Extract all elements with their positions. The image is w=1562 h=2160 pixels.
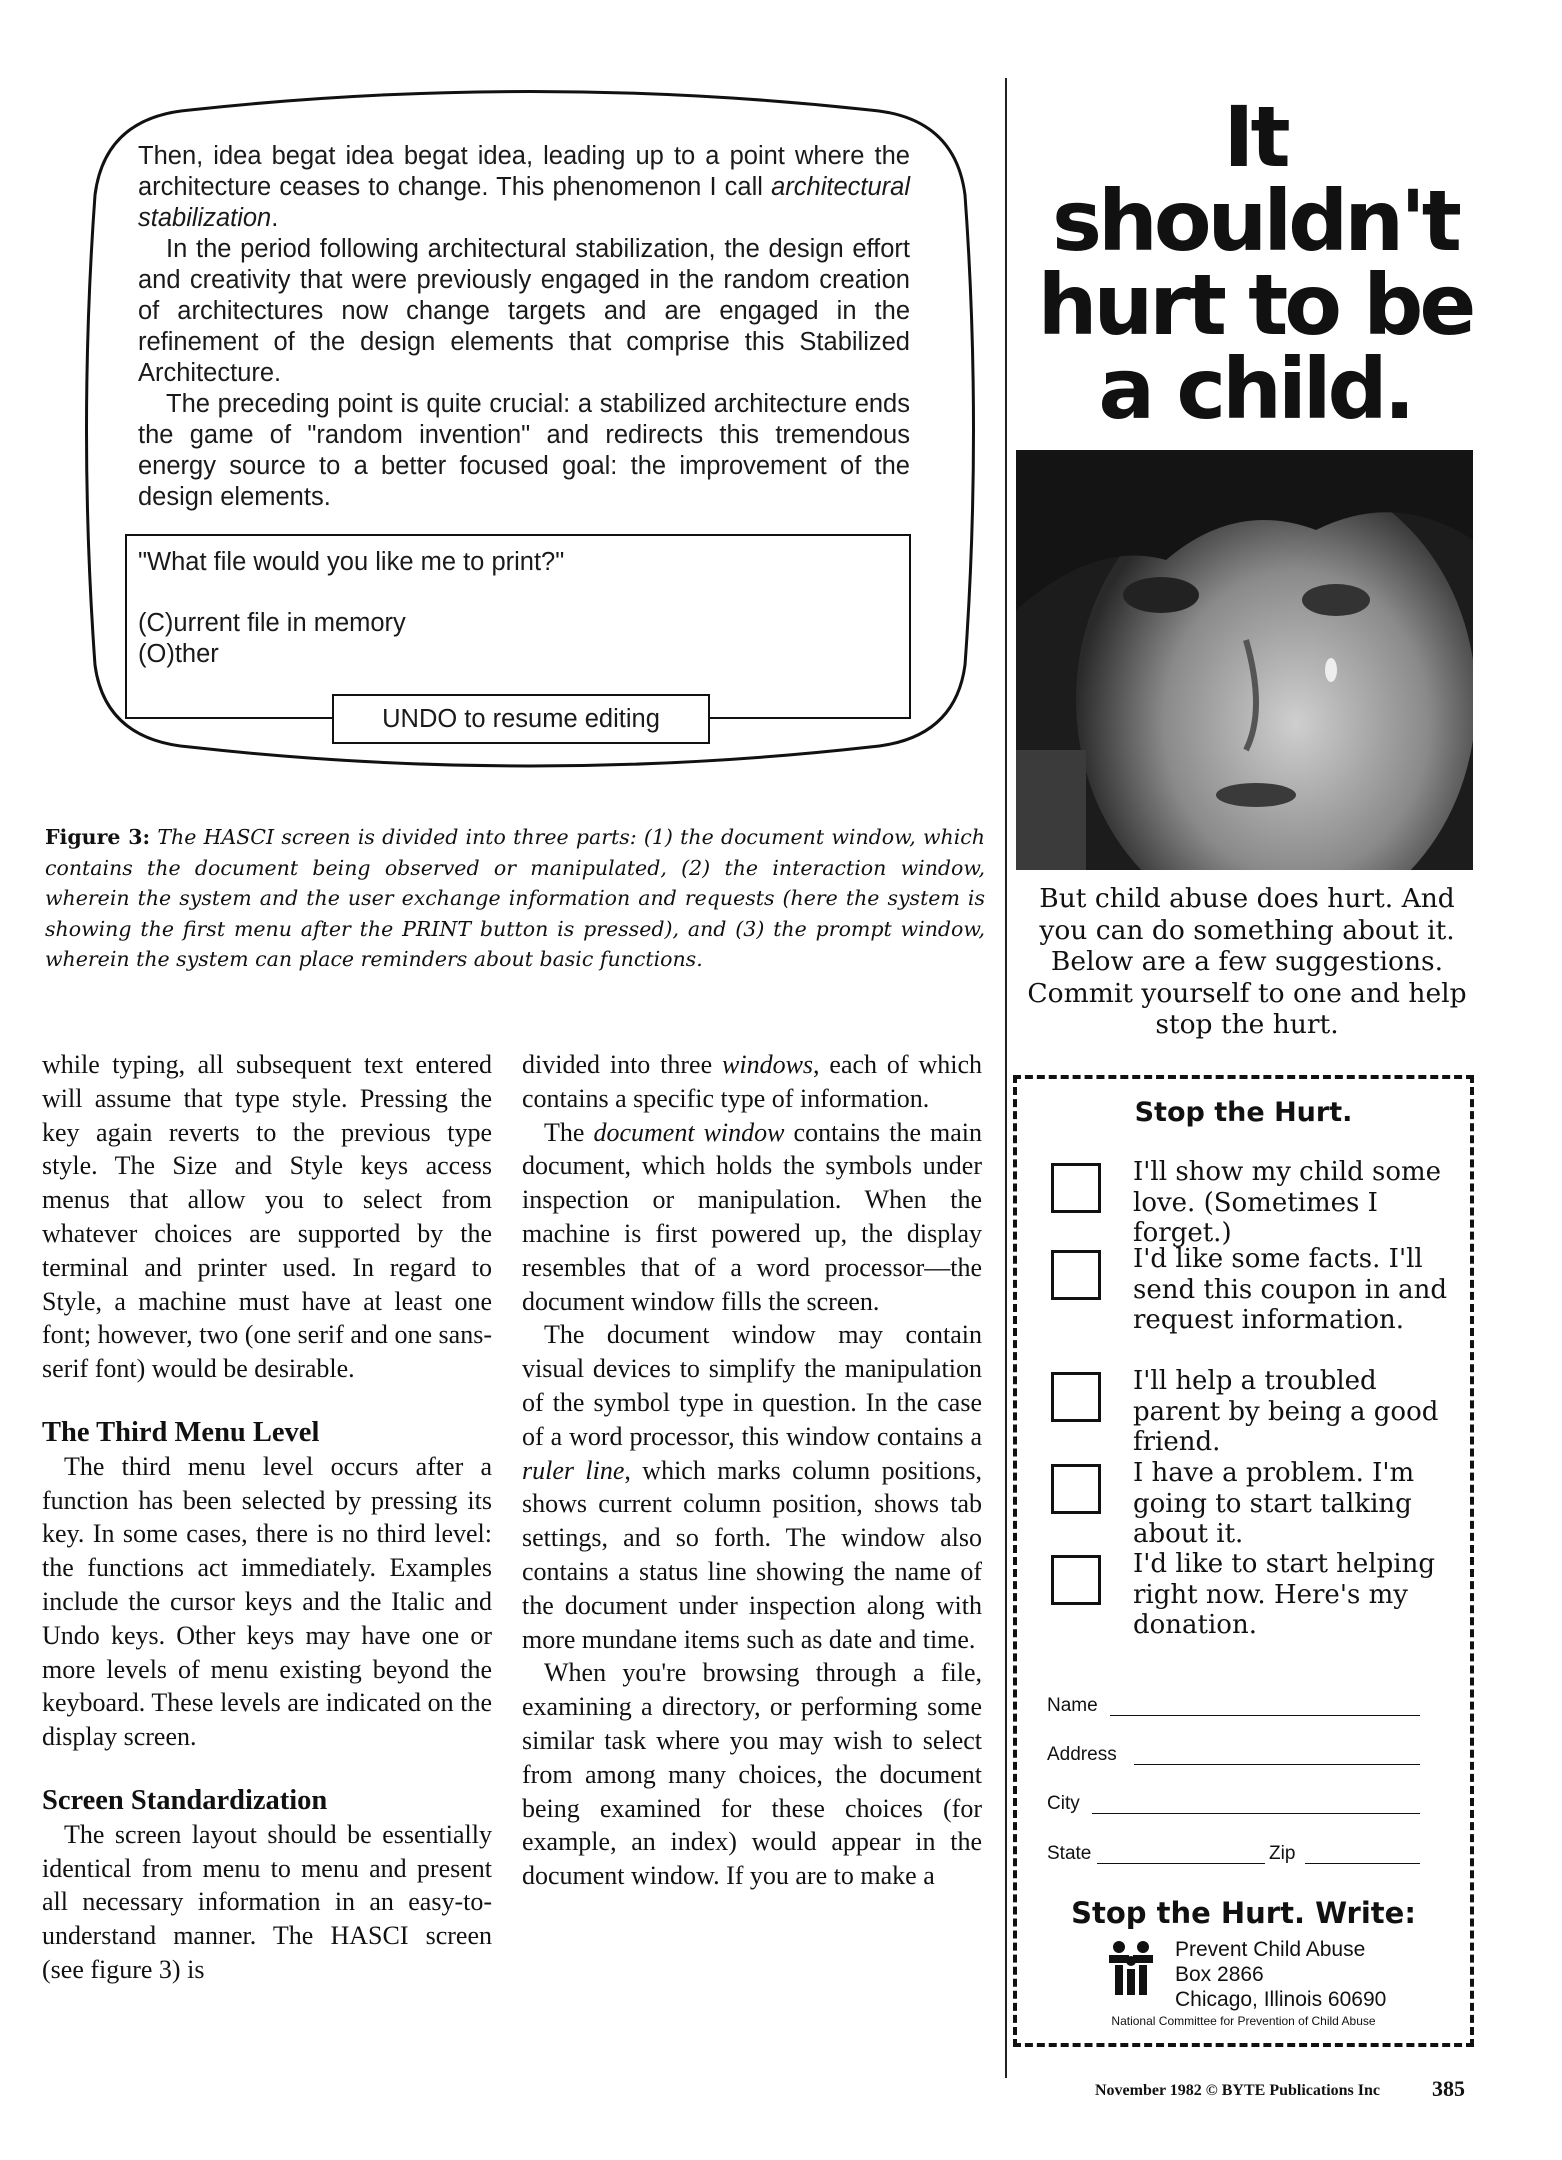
article-paragraph: The document window contains the main document, which holds the symbols under inspection or manipulation. When the machine is first powered up, the display resembles that of a word processor—the document window fills the screen. [522, 1117, 982, 1316]
checkbox[interactable] [1051, 1464, 1101, 1514]
caption-text: The HASCI screen is divided into three parts: (1) the document window, which contains the document being observed or manipulated, (2) the interaction window, wherein the system and the user exchange information and requests (here the system is showing the first menu after the PRINT button is pressed), and (3) the prompt window, wherein the system can place reminders about basic functions. [45, 825, 985, 971]
document-window-paragraph: In the period following architectural stabilization, the design effort and creativity that were previously engaged in the random creation of architectures now change targets and are engaged in the refinement of the design elements that comprise this Stabilized Architecture. [138, 235, 910, 387]
section-heading: Screen Standardization [42, 1784, 328, 1816]
ad-headline: It shouldn't hurt to be a child. [1037, 88, 1473, 438]
mailing-address: Prevent Child Abuse Box 2866 Chicago, Illinois 60690 [1175, 1938, 1387, 2011]
write-title: Stop the Hurt. Write: [1071, 1896, 1416, 1930]
prevent-child-abuse-logo [1105, 1939, 1157, 1999]
document-window [138, 141, 910, 513]
article-column-middle [522, 1048, 982, 1893]
article-paragraph: divided into three windows, each of which contains a specific type of information. [522, 1050, 982, 1113]
document-window-paragraph: The preceding point is quite crucial: a stabilized architecture ends the game of "random invention" and redirects this tremendous energy source to a better focused goal: the improvement of the design elements. [138, 390, 910, 511]
name-field[interactable] [1110, 1715, 1420, 1716]
child-photo [1016, 450, 1473, 870]
checkbox[interactable] [1051, 1163, 1101, 1213]
committee-name: National Committee for Prevention of Child Abuse [1111, 2014, 1376, 2028]
document-window-paragraph: Then, idea begat idea begat idea, leading up to a point where the architecture ceases to change. This phenomenon I call architectural stabilization. [138, 142, 910, 232]
article-column-left [42, 1048, 492, 1987]
page-footer-credit: November 1982 © BYTE Publications Inc [1095, 2082, 1381, 2099]
city-field[interactable] [1092, 1813, 1420, 1814]
ad-body-text: But child abuse does hurt. And you can do something about it. Below are a few suggestions. Commit yourself to one and help stop the hurt. [1027, 883, 1467, 1040]
coupon-title: Stop the Hurt. [1134, 1097, 1353, 1128]
article-paragraph: When you're browsing through a file, examining a directory, or performing some similar task where you may wish to select from among many choices, the document being examined for these choices (for example, an index) would appear in the document window. If you are to make a [522, 1658, 982, 1891]
prompt-window: UNDO to resume editing [382, 704, 660, 733]
article-paragraph: The screen layout should be essentially identical from menu to menu and present all necessary information in an easy-to-understand manner. The HASCI screen (see figure 3) is [42, 1819, 492, 1984]
article-paragraph: The third menu level occurs after a function has been selected by pressing its key. In some cases, there is no third level: the functions act immediately. Examples include the cursor keys and the Italic and Undo keys. Other keys may have one or more levels of menu existing beyond the keyboard. These levels are indicated on the display screen. [42, 1451, 492, 1752]
checkbox[interactable] [1051, 1250, 1101, 1300]
state-label: State [1047, 1843, 1092, 1864]
interaction-question: "What file would you like me to print?" [138, 548, 565, 576]
section-heading: The Third Menu Level [42, 1416, 320, 1448]
article-paragraph: The document window may contain visual devices to simplify the manipulation of the symbol type in question. In the case of a word processor, this window contains a ruler line, which marks column positions, shows current column position, shows tab settings, and so forth. The window also contains a status line showing the name of the document under inspection along with more mundane items such as date and time. [522, 1320, 982, 1654]
checkbox[interactable] [1051, 1372, 1101, 1422]
figure-caption [45, 822, 985, 975]
address-label: Address [1047, 1744, 1117, 1765]
page-number: 385 [1432, 2076, 1465, 2101]
zip-label: Zip [1269, 1843, 1296, 1864]
interaction-option-other[interactable]: (O)ther [138, 640, 219, 668]
zip-field[interactable] [1305, 1863, 1420, 1864]
city-label: City [1047, 1793, 1080, 1814]
coupon: Stop the Hurt. I'll show my child some love. (Sometimes I forget.) I'd like some facts. I'll send this coupon in and request information. I'll help a troubled parent by being a good friend. I have a problem. I'm going to start talking about it. I'd like to start helping right now. Here's my donation. Name Address City State Zip Stop the Hurt. Write: Prevent Child Abuse Box 2866 Chicago, Illinois 60690 National Committee for Prevention of Child Abuse [1013, 1075, 1474, 2047]
checkbox[interactable] [1051, 1555, 1101, 1605]
caption-label: Figure 3: [45, 825, 151, 849]
article-paragraph: while typing, all subsequent text entered will assume that type style. Pressing the key again reverts to the previous type style. The Size and Style keys access menus that allow you to select from whatever choices are supported by the terminal and printer used. In regard to Style, a machine must have at least one font; however, two (one serif and one sans-serif font) would be desirable. [42, 1050, 492, 1384]
name-label: Name [1047, 1695, 1098, 1716]
ad-divider [1005, 78, 1007, 2078]
state-field[interactable] [1097, 1863, 1265, 1864]
address-field[interactable] [1134, 1764, 1420, 1765]
interaction-option-current[interactable]: (C)urrent file in memory [138, 609, 406, 637]
